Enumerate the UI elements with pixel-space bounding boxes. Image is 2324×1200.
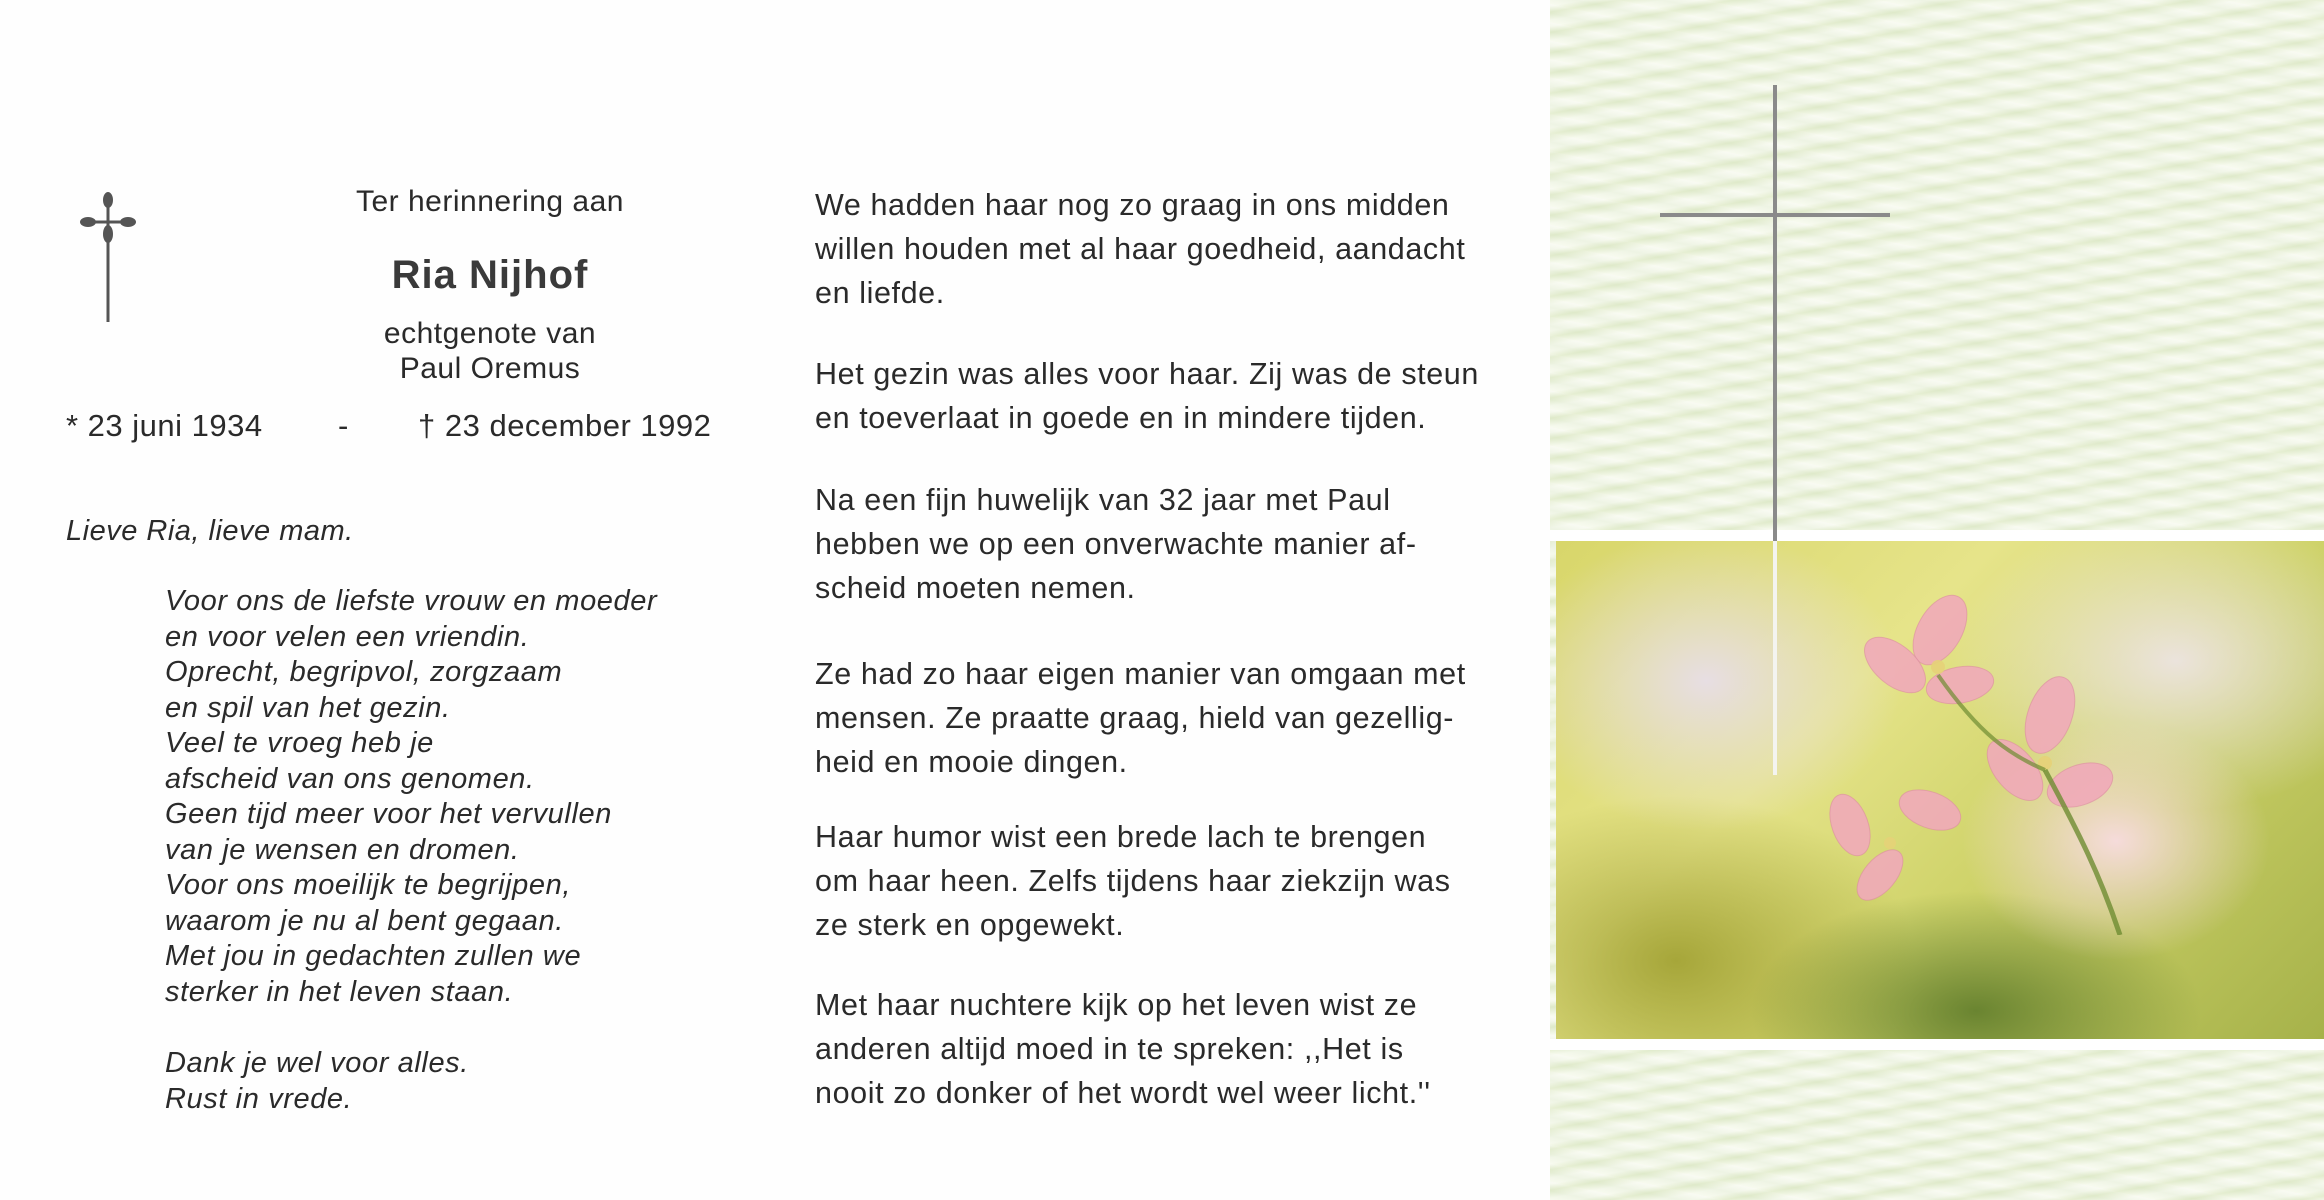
poem-line: Veel te vroeg heb je	[165, 727, 434, 759]
poem-line: en spil van het gezin.	[165, 691, 451, 724]
tribute-paragraph	[815, 352, 1479, 440]
tribute-paragraph	[815, 815, 1460, 947]
poem-line: afscheid van ons genomen.	[165, 762, 535, 795]
tribute-paragraph	[815, 983, 1460, 1115]
tribute-line: ze sterk en opgewekt.	[815, 908, 1125, 942]
poem-line: sterker in het leven staan.	[165, 975, 514, 1008]
poem-line: Met jou in gedachten zullen we	[165, 940, 582, 972]
poem-line: van je wensen en dromen.	[165, 833, 520, 866]
tribute-line: Met haar nuchtere kijk op het leven wist ze	[815, 988, 1418, 1022]
tribute-line: anderen altijd moed in te spreken: ,,Het is	[815, 1032, 1404, 1066]
tribute-line: scheid moeten nemen.	[815, 571, 1136, 605]
tribute-line: We hadden haar nog zo graag in ons midden	[815, 188, 1450, 222]
photo-border	[1550, 1039, 2324, 1050]
closing-line: Rust in vrede.	[165, 1082, 353, 1115]
tribute-paragraph	[815, 652, 1466, 784]
death-date: † 23 december 1992	[418, 408, 712, 443]
cross-icon	[80, 190, 136, 325]
tribute-line: heid en mooie dingen.	[815, 745, 1128, 779]
tribute-line: Haar humor wist een brede lach te brengen	[815, 820, 1427, 854]
poem-closing	[165, 1046, 469, 1117]
poem-line: en voor velen een vriendin.	[165, 620, 530, 653]
cross-icon	[1650, 85, 1900, 775]
spouse-name: Paul Oremus	[399, 352, 581, 385]
intro-text: Ter herinnering aan	[355, 185, 624, 218]
tribute-line: Ze had zo haar eigen manier van omgaan met	[815, 657, 1466, 691]
poem-line: Geen tijd meer voor het vervullen	[165, 798, 612, 830]
poem-greeting: Lieve Ria, lieve mam.	[66, 515, 354, 547]
poem-line: Voor ons moeilijk te begrijpen,	[165, 869, 572, 901]
spouse-label: echtgenote van	[383, 317, 597, 350]
tribute-line: willen houden met al haar goedheid, aandacht	[815, 232, 1466, 266]
tribute-line: nooit zo donker of het wordt wel weer licht.''	[815, 1076, 1431, 1110]
tribute-line: hebben we op een onverwachte manier af-	[815, 527, 1417, 561]
tribute-paragraph	[815, 183, 1466, 315]
date-separator: -	[338, 408, 349, 443]
poem-line: Oprecht, begripvol, zorgzaam	[165, 656, 563, 688]
tribute-line: en toeverlaat in goede en in mindere tijden.	[815, 401, 1427, 435]
tribute-line: Na een fijn huwelijk van 32 jaar met Paul	[815, 483, 1391, 517]
tribute-line: om haar heen. Zelfs tijdens haar ziekzijn was	[815, 864, 1451, 898]
tribute-line: mensen. Ze praatte graag, hield van gezellig-	[815, 701, 1455, 735]
birth-date: * 23 juni 1934	[66, 408, 263, 443]
tribute-paragraph	[815, 478, 1460, 610]
poem-line: waarom je nu al bent gegaan.	[165, 904, 564, 937]
poem-line: Voor ons de liefste vrouw en moeder	[165, 585, 658, 617]
tribute-line: en liefde.	[815, 276, 945, 310]
poem	[165, 584, 725, 1010]
deceased-name: Ria Nijhof	[391, 253, 589, 297]
closing-line: Dank je wel voor alles.	[165, 1047, 469, 1079]
tribute-line: Het gezin was alles voor haar. Zij was de steun	[815, 357, 1479, 391]
